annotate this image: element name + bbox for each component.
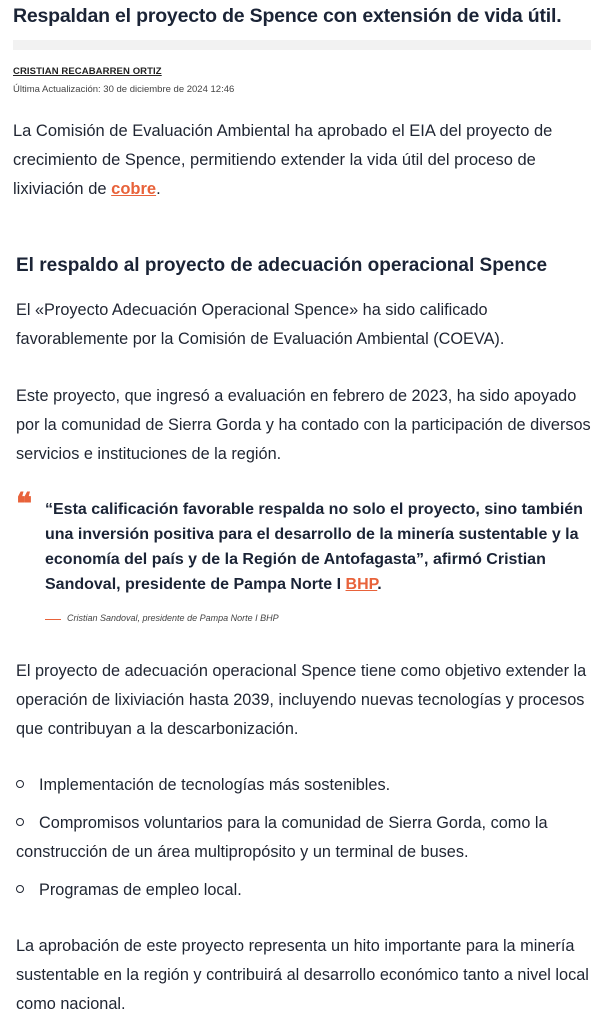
quote-citation: Cristian Sandoval, presidente de Pampa Norte I BHP: [67, 613, 279, 623]
lead-end: .: [156, 180, 161, 198]
cobre-link[interactable]: cobre: [111, 180, 157, 198]
article-headline: Respaldan el proyecto de Spence con extensión de vida útil.: [13, 5, 562, 27]
lead-paragraph: [13, 117, 598, 204]
updated-label: Última Actualización:: [13, 84, 101, 95]
header-divider: [13, 40, 591, 50]
list-item-text: Compromisos voluntarios para la comunidad de Sierra Gorda, como la construcción de un área multipropósito y un terminal de buses.: [16, 814, 548, 861]
bullet-icon: [16, 780, 24, 788]
pull-quote: [45, 497, 600, 597]
paragraph-4: La aprobación de este proyecto representa un hito importante para la minería sustentable en la región y contribuirá al desarrollo económico tanto a nivel local como nacional.: [16, 937, 589, 1013]
bullet-icon: [16, 818, 24, 826]
quote-mark-icon: ❝: [16, 487, 33, 522]
paragraph-3: El proyecto de adecuación operacional Spence tiene como objetivo extender la operación de lixiviación hasta 2039, incluyendo nuevas tecnologías y procesos que contribuyan a la descarbonización.: [16, 662, 587, 738]
list-item: [16, 876, 601, 905]
quote-end: .: [377, 576, 382, 593]
lead-text: La Comisión de Evaluación Ambiental ha aprobado el EIA del proyecto de crecimiento de Spence, permitiendo extender la vida útil del proceso de lixiviación de: [13, 122, 553, 198]
author-link[interactable]: CRISTIAN RECABARREN ORTIZ: [13, 66, 162, 77]
quote-text: “Esta calificación favorable respalda no solo el proyecto, sino también una inversión positiva para el desarrollo de la minería sustentable y la economía del país y de la Región de Antofagasta”, afirmó Cristian Sandoval, presidente de Pampa Norte I: [45, 501, 583, 593]
paragraph-1: El «Proyecto Adecuación Operacional Spence» ha sido calificado favorablemente por la Comisión de Evaluación Ambiental (COEVA).: [16, 301, 505, 348]
bhp-link[interactable]: BHP: [345, 576, 378, 593]
list-item-text: Implementación de tecnologías más sostenibles.: [39, 776, 391, 794]
paragraph-2: Este proyecto, que ingresó a evaluación en febrero de 2023, ha sido apoyado por la comunidad de Sierra Gorda y ha contado con la participación de diversos servicios e instituciones de la región.: [16, 387, 591, 463]
list-item-text: Programas de empleo local.: [39, 881, 242, 899]
citation-dash: [45, 619, 61, 620]
updated-timestamp: [13, 84, 234, 95]
section-heading: El respaldo al proyecto de adecuación operacional Spence: [16, 255, 548, 276]
updated-date: 30 de diciembre de 2024 12:46: [103, 84, 235, 95]
list-item: [16, 771, 601, 800]
list-item: [16, 809, 601, 867]
bullet-icon: [16, 885, 24, 893]
